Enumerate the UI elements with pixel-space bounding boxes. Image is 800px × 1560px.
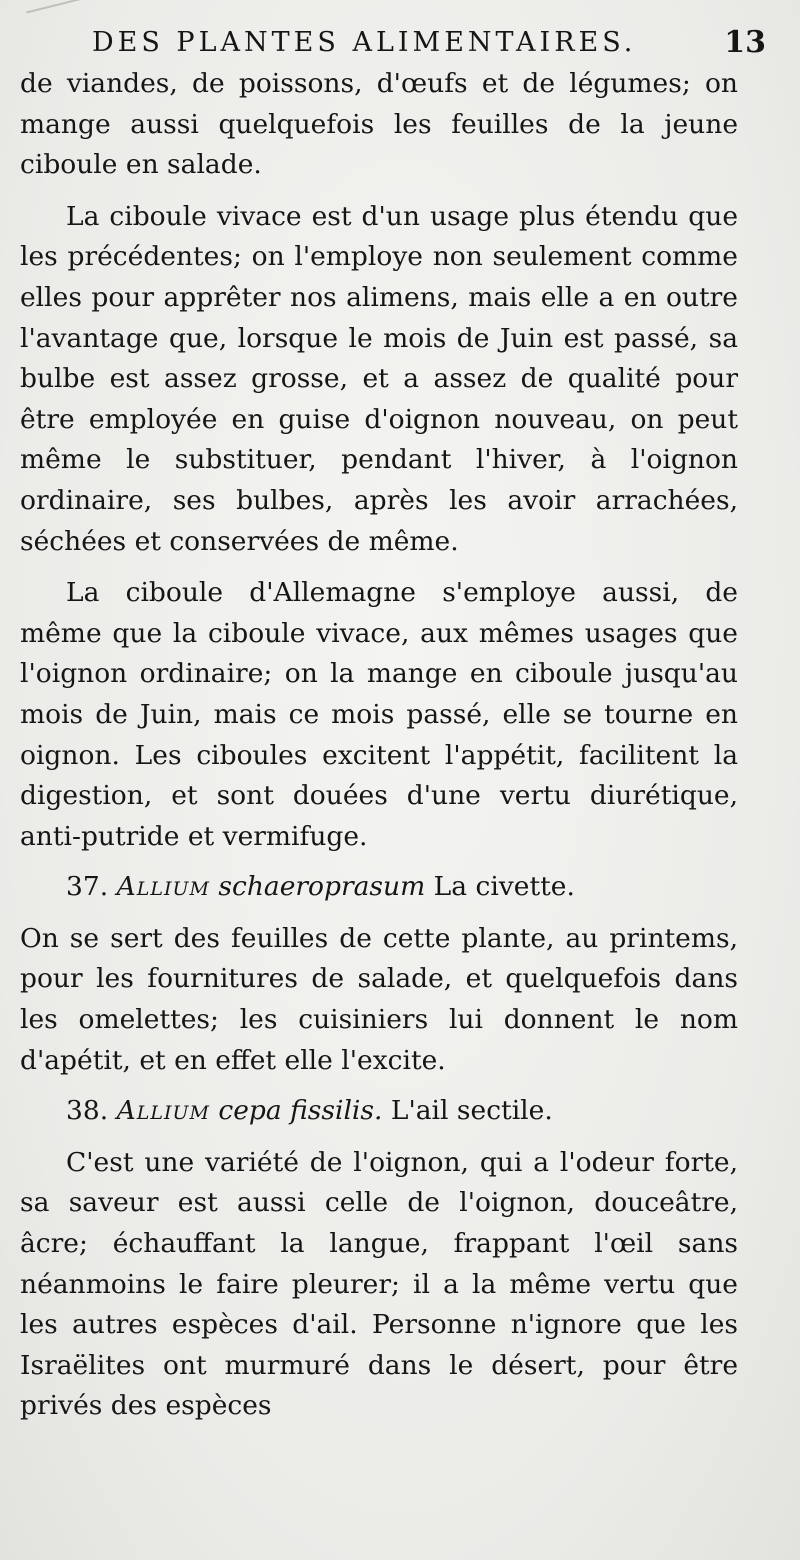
entry-species: cepa fissilis. xyxy=(218,1095,383,1127)
paragraph-ciboule-allemagne: La ciboule d'Allemagne s'employe aussi, de même que la ciboule vivace, aux mêmes usages que l'oignon ordinaire; on la mange en ciboule jusqu'au mois de Juin, mais ce mois passé, elle se tourne en oignon. Les ciboules excitent l'appétit, facilitent la digestion, et sont douées d'une vertu diurétique, anti-putride et vermifuge. xyxy=(20,577,738,852)
body-text xyxy=(20,64,738,1427)
paragraph-ciboule-vivace: La ciboule vivace est d'un usage plus étendu que les précédentes; on l'employe non seulement comme elles pour apprêter nos alimens, mais elle a en outre l'avantage que, lorsque le mois de Juin est passé, sa bulbe est assez grosse, et a assez de qualité pour être employée en guise d'oignon nouveau, on peut même le substituer, pendant l'hiver, à l'oignon ordinaire, ses bulbes, après les avoir arrachées, séchées et conservées de même. xyxy=(20,200,738,557)
page-number: 13 xyxy=(724,24,766,60)
entry-heading-38 xyxy=(20,1091,738,1132)
paragraph-ail-sectile: C'est une variété de l'oignon, qui a l'odeur forte, sa saveur est aussi celle de l'oignon, douceâtre, âcre; échauffant la langue, frappant l'œil sans néanmoins le faire pleurer; il a la même vertu que les autres espèces d'ail. Personne n'ignore que les Israëlites ont murmuré dans le désert, pour être privés des espèces xyxy=(20,1146,738,1422)
paragraph-civette: On se sert des feuilles de cette plante, au printems, pour les fournitures de salade, et quelquefois dans les omelettes; les cuisiniers lui donnent le nom d'apétit, et en effet elle l'excite. xyxy=(20,922,738,1076)
paragraph-continuation: de viandes, de poissons, d'œufs et de légumes; on mange aussi quelquefois les feuilles de la jeune ciboule en salade. xyxy=(20,68,738,181)
entry-species: schaeroprasum xyxy=(218,871,426,903)
entry-genus: Allium xyxy=(116,871,210,903)
entry-common-name: La civette. xyxy=(433,871,575,903)
entry-common-name: L'ail sectile. xyxy=(390,1095,553,1127)
entry-number: 38. xyxy=(66,1095,109,1127)
running-header xyxy=(92,20,766,64)
entry-genus: Allium xyxy=(116,1095,210,1127)
entry-heading-37 xyxy=(20,867,738,908)
entry-number: 37. xyxy=(66,871,109,903)
running-title: DES PLANTES ALIMENTAIRES. xyxy=(92,26,637,58)
